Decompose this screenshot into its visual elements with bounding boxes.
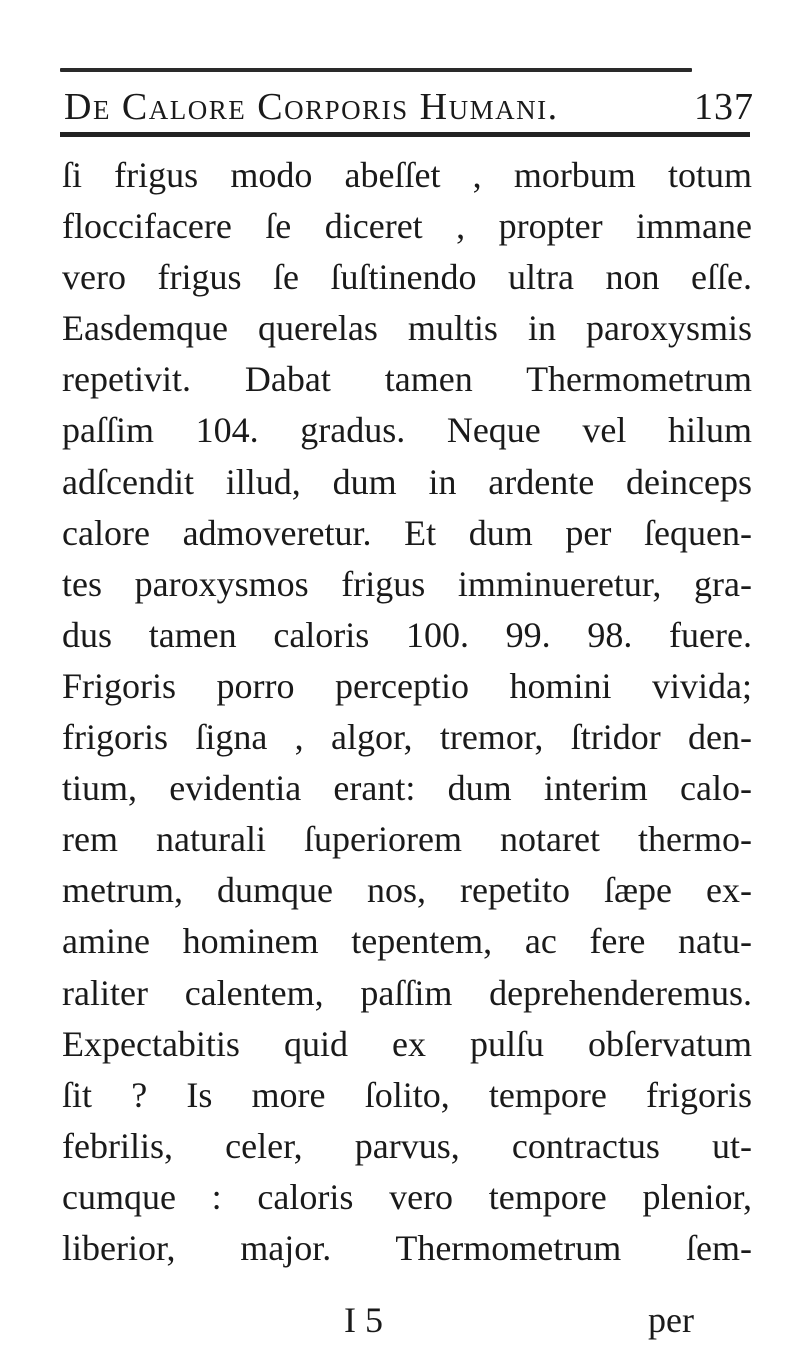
text-line: cumque : caloris vero tempore plenior,: [62, 1176, 752, 1217]
text-line: ſi frigus modo abeſſet , morbum totum: [62, 155, 752, 195]
text-line: liberior, major. Thermometrum ſem-: [62, 1227, 752, 1268]
text-line: Frigoris porro perceptio homini vivida;: [62, 665, 752, 706]
text-line: amine hominem tepentem, ac fere natu-: [62, 921, 752, 962]
text-line: calore admoveretur. Et dum per ſequen-: [62, 512, 752, 553]
text-line: vero frigus ſe ſuſtinendo ultra non eſſe.: [62, 257, 752, 298]
text-line: dus tamen caloris 100. 99. 98. fuere.: [62, 614, 752, 655]
text-line: tium, evidentia erant: dum interim calo-: [62, 768, 752, 809]
text-line: paſſim 104. gradus. Neque vel hilum: [62, 410, 752, 451]
text-line: tes paroxysmos frigus imminueretur, gra-: [62, 563, 752, 604]
running-title: De Calore Corporis Humani.: [64, 86, 559, 128]
text-line: febrilis, celer, parvus, contractus ut-: [62, 1125, 752, 1166]
body-text: [62, 150, 752, 1274]
text-line: adſcendit illud, dum in ardente deinceps: [62, 461, 752, 502]
text-line: floccifacere ſe diceret , propter immane: [62, 206, 752, 247]
signature-mark: I 5: [344, 1300, 383, 1340]
text-line: Easdemque querelas multis in paroxysmis: [62, 308, 752, 349]
text-line: metrum, dumque nos, repetito ſæpe ex-: [62, 870, 752, 911]
text-line: repetivit. Dabat tamen Thermometrum: [62, 359, 752, 400]
running-head: [64, 76, 754, 132]
header-bottom-rule: [60, 132, 750, 137]
catchword: per: [648, 1300, 694, 1340]
text-line: raliter calentem, paſſim deprehenderemus.: [62, 972, 752, 1013]
text-line: ſit ? Is more ſolito, tempore frigoris: [62, 1074, 752, 1115]
page-number: 137: [694, 86, 754, 128]
text-line: rem naturali ſuperiorem notaret thermo-: [62, 819, 752, 860]
catchline: [62, 1296, 752, 1344]
text-line: Expectabitis quid ex pulſu obſervatum: [62, 1023, 752, 1064]
text-line: frigoris ſigna , algor, tremor, ſtridor den-: [62, 717, 752, 758]
header-top-rule: [60, 68, 692, 72]
